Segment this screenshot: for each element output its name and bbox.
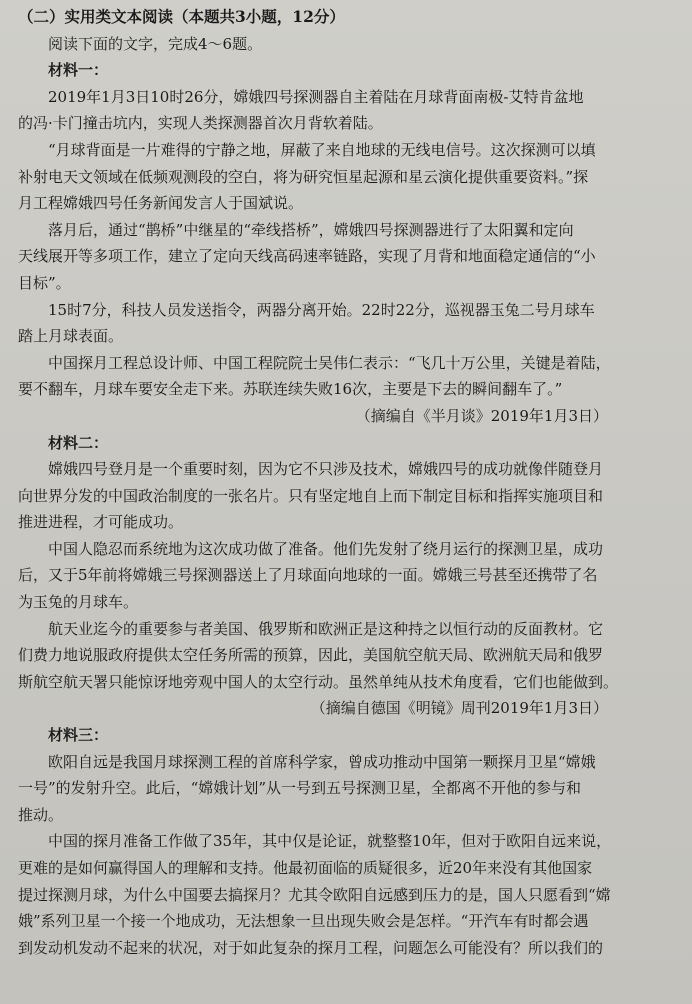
material1-line: 天线展开等多项工作，建立了定向天线高码速率链路，实现了月背和地面稳定通信的“小 [18,247,596,266]
material2-line: 嫦娥四号登月是一个重要时刻，因为它不只涉及技术，嫦娥四号的成功就像伴随登月 [48,460,604,479]
material1-label: 材料一： [48,61,109,80]
material3-line: 推动。 [18,805,64,824]
material1-source: （摘编自《半月谈》2019年1月3日） [355,406,608,425]
material3-line: 一号”的发射升空。此后，“嫦娥计划”从一号到五号探测卫星，全都离不开他的参与和 [18,779,582,798]
material1-line: 要不翻车，月球车要安全走下来。苏联连续失败16次，主要是下去的瞬间翻车了。” [18,380,563,399]
instruction: 阅读下面的文字，完成4～6题。 [48,34,263,53]
section-heading: （二）实用类文本阅读（本题共3小题，12分） [18,7,345,26]
material3-line: 娥”系列卫星一个接一个地成功，无法想象一旦出现失败会是怎样。“开汽车有时都会遇 [18,912,589,931]
material1-line: 落月后，通过“鹊桥”中继星的“牵线搭桥”，嫦娥四号探测器进行了太阳翼和定向 [48,220,574,239]
material1-line: 15时7分，科技人员发送指令，两器分离开始。22时22分，巡视器玉兔二号月球车 [48,300,595,319]
material1-line: 补射电天文领域在低频观测段的空白，将为研究恒星起源和星云演化提供重要资料。”探 [18,167,589,186]
material1-line: “月球背面是一片难得的宁静之地，屏蔽了来自地球的无线电信号。这次探测可以填 [48,140,596,159]
material3-label: 材料三： [48,726,109,745]
material2-line: 推进进程，才可能成功。 [18,513,184,532]
material2-line: 向世界分发的中国政治制度的一张名片。只有坚定地自上而下制定目标和指挥实施项目和 [18,486,604,505]
material3-line: 中国的探月准备工作做了35年，其中仅是论证，就整整10年，但对于欧阳自远来说， [48,832,612,851]
material1-line: 中国探月工程总设计师、中国工程院院士吴伟仁表示：“飞几十万公里，关键是着陆， [48,353,611,372]
material2-line: 为玉兔的月球车。 [18,593,139,612]
material2-line: 们费力地说服政府提供太空任务所需的预算，因此，美国航空航天局、欧洲航天局和俄罗 [18,646,604,665]
material2-line: 斯航空航天署只能惊讶地旁观中国人的太空行动。虽然单纯从技术角度看，它们也能做到。 [18,672,619,691]
material1-line: 的冯·卡门撞击坑内，实现人类探测器首次月背软着陆。 [18,114,383,133]
material2-label: 材料二： [48,433,109,452]
material1-line: 2019年1月3日10时26分，嫦娥四号探测器自主着陆在月球背面南极-艾特肯盆地 [48,87,584,106]
material2-line: 航天业迄今的重要参与者美国、俄罗斯和欧洲正是这种持之以恒行动的反面教材。它 [48,619,604,638]
material2-line: 后，又于5年前将嫦娥三号探测器送上了月球面向地球的一面。嫦娥三号甚至还携带了名 [18,566,598,585]
document-body [18,4,678,961]
material1-line: 月工程嫦娥四号任务新闻发言人于国斌说。 [18,194,304,213]
material3-line: 欧阳自远是我国月球探测工程的首席科学家，曾成功推动中国第一颗探月卫星“嫦娥 [48,752,596,771]
material2-line: 中国人隐忍而系统地为这次成功做了准备。他们先发射了绕月运行的探测卫星，成功 [48,539,604,558]
material2-source: （摘编自德国《明镜》周刊2019年1月3日） [310,699,608,718]
material1-line: 踏上月球表面。 [18,327,124,346]
material3-line: 到发动机发动不起来的状况，对于如此复杂的探月工程，问题怎么可能没有？所以我们的 [18,938,604,957]
material1-line: 目标”。 [18,273,71,292]
material3-line: 提过探测月球，为什么中国要去搞探月？尤其令欧阳自远感到压力的是，国人只愿看到“嫦 [18,885,611,904]
material3-line: 更难的是如何赢得国人的理解和支持。他最初面临的质疑很多，近20年来没有其他国家 [18,859,593,877]
